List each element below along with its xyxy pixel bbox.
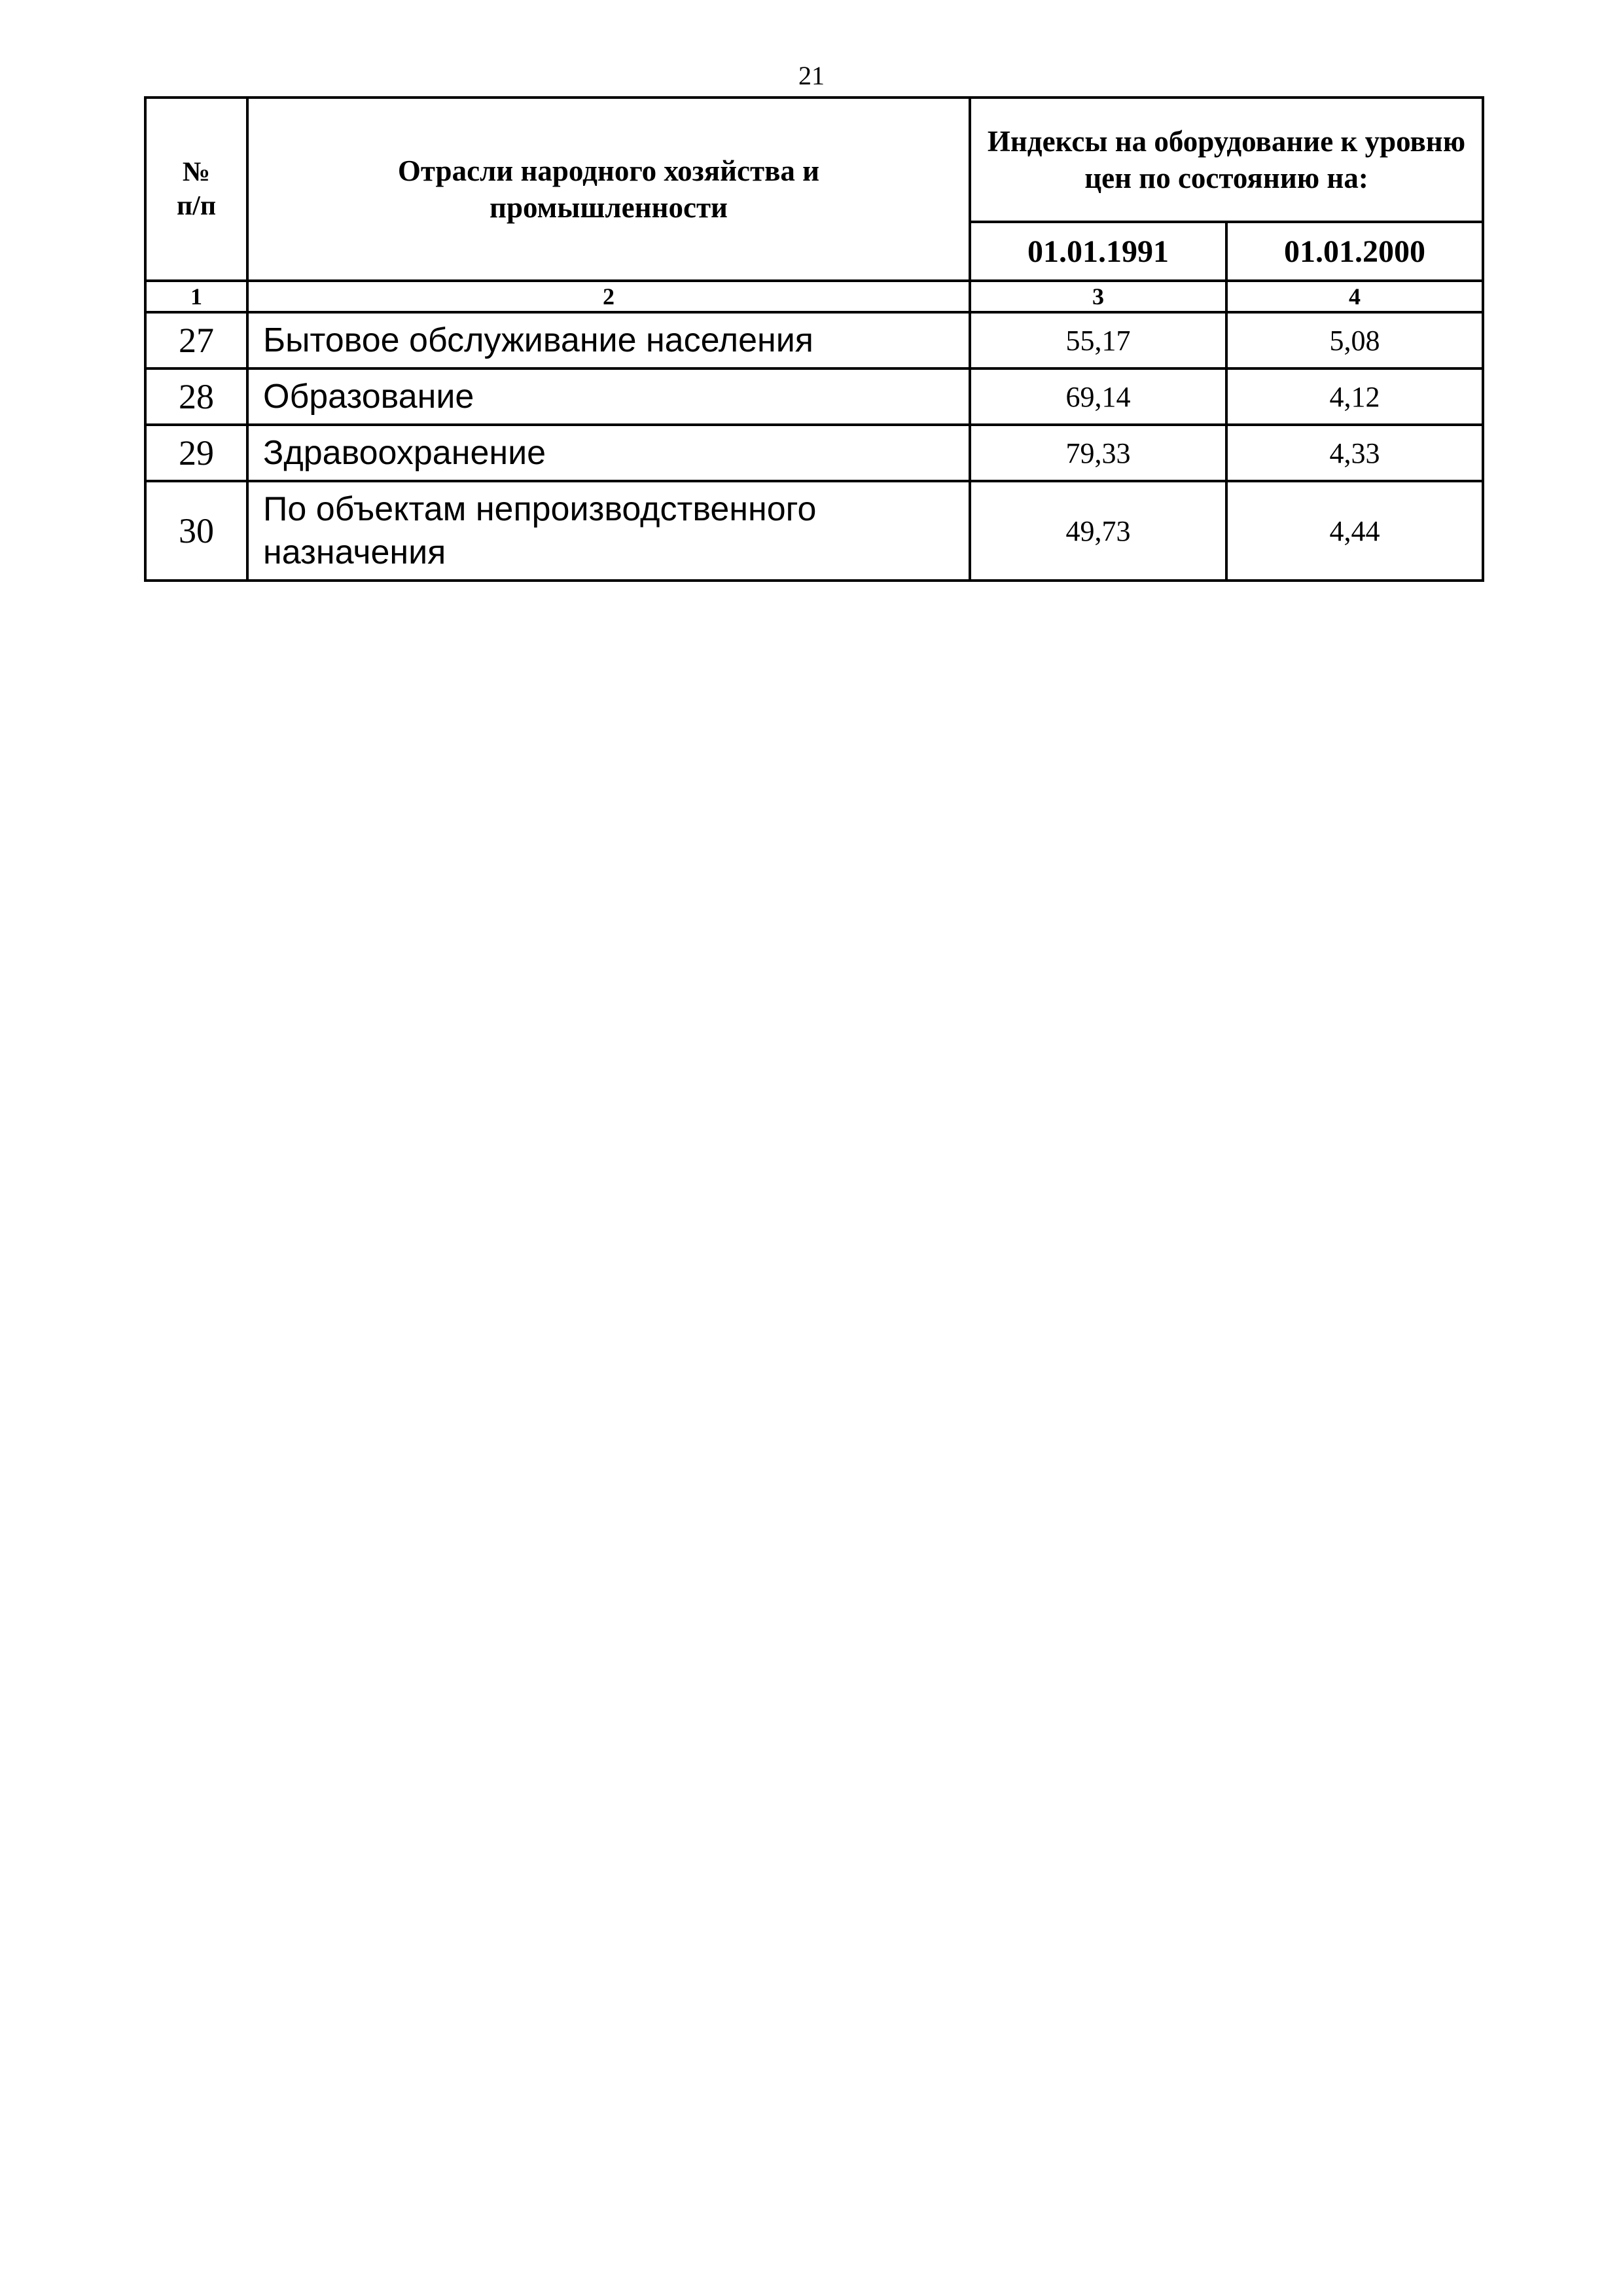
row-industry-name: Здравоохранение [247, 425, 970, 481]
row-index-1991: 49,73 [970, 481, 1226, 581]
column-number: 1 [145, 281, 247, 312]
column-number-row [145, 281, 1483, 312]
column-number: 4 [1226, 281, 1483, 312]
row-number: 30 [145, 481, 247, 581]
row-index-2000: 4,12 [1226, 368, 1483, 425]
table-row [145, 368, 1483, 425]
row-index-1991: 69,14 [970, 368, 1226, 425]
header-industry [247, 98, 970, 281]
table-row [145, 425, 1483, 481]
table-row [145, 312, 1483, 368]
row-index-2000: 4,33 [1226, 425, 1483, 481]
row-number: 28 [145, 368, 247, 425]
header-industry-label: Отрасли народного хозяйства и промышленности [397, 154, 820, 224]
row-industry-name: По объектам непроизводственного назначения [247, 481, 970, 581]
table-row [145, 481, 1483, 581]
header-index-group-label: Индексы на оборудование к уровню цен по состоянию на: [987, 125, 1466, 194]
page-number: 21 [798, 61, 825, 90]
row-industry-name: Образование [247, 368, 970, 425]
row-index-2000: 4,44 [1226, 481, 1483, 581]
column-number: 3 [970, 281, 1226, 312]
column-number: 2 [247, 281, 970, 312]
row-number: 29 [145, 425, 247, 481]
header-index-group [970, 98, 1483, 222]
header-row-number-label: № п/п [176, 157, 217, 221]
row-industry-name: Бытовое обслуживание населения [247, 312, 970, 368]
header-row-number [145, 98, 247, 281]
equipment-index-table [144, 96, 1484, 582]
header-date-1991: 01.01.1991 [970, 222, 1226, 281]
row-index-1991: 79,33 [970, 425, 1226, 481]
row-index-1991: 55,17 [970, 312, 1226, 368]
header-date-2000: 01.01.2000 [1226, 222, 1483, 281]
row-index-2000: 5,08 [1226, 312, 1483, 368]
row-number: 27 [145, 312, 247, 368]
